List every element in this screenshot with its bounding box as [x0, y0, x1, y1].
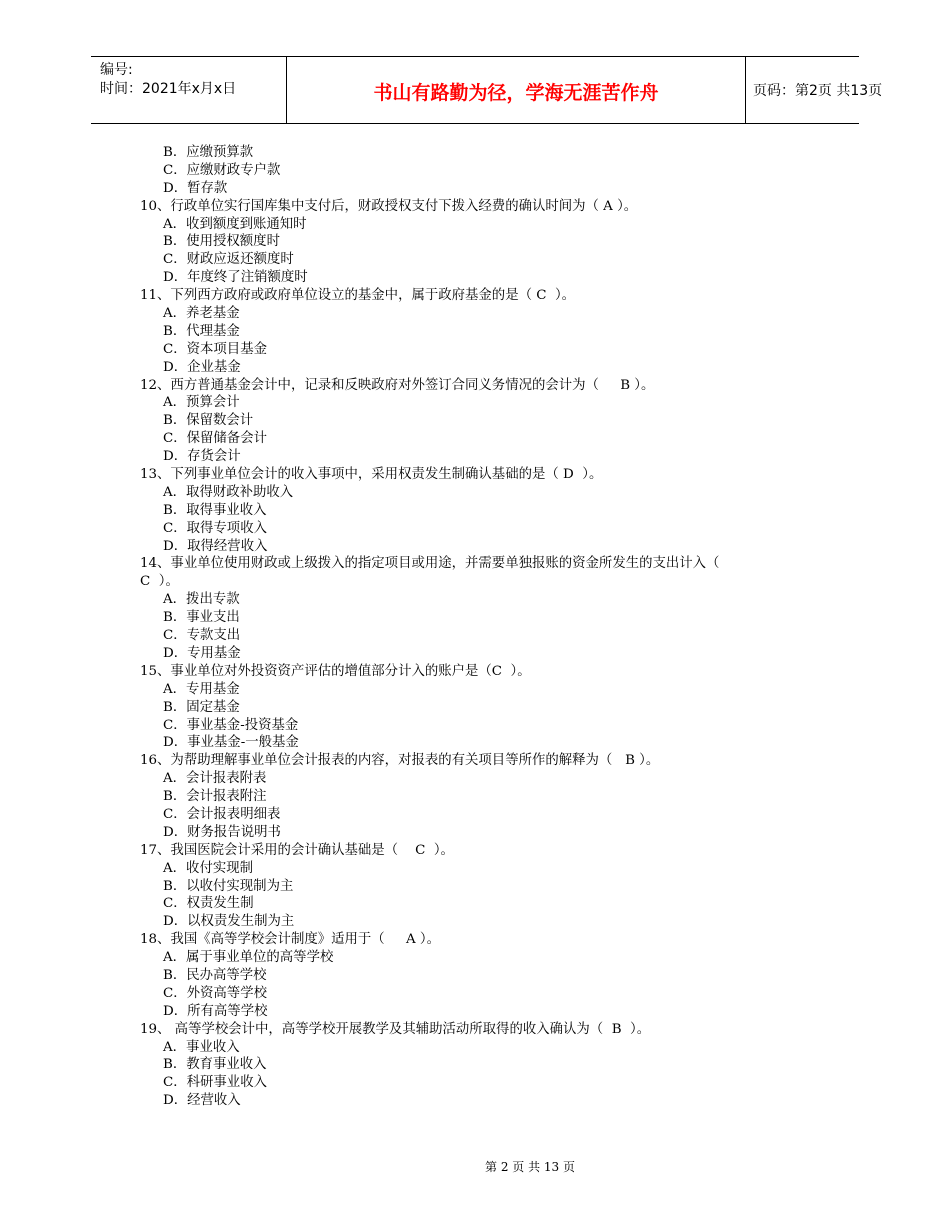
question-text: 17、我国医院会计采用的会计确认基础是（ C ）。 [140, 842, 454, 858]
answer-option: A．收付实现制 [163, 860, 254, 876]
answer-option: B．以收付实现制为主 [163, 878, 294, 894]
answer-option: D．所有高等学校 [163, 1003, 268, 1019]
answer-option: D．专用基金 [163, 645, 241, 661]
header-motto: 书山有路勤为径，学海无涯苦作舟 [373, 82, 659, 104]
answer-option: C．财政应返还额度时 [163, 252, 294, 268]
answer-option: A．取得财政补助收入 [163, 484, 294, 500]
question-text: 15、事业单位对外投资资产评估的增值部分计入的账户是（C ）。 [140, 663, 531, 679]
answer-option: C．会计报表明细表 [163, 806, 281, 822]
answer-option: A．拨出专款 [163, 592, 240, 608]
answer-option: C．应缴财政专户款 [163, 162, 281, 178]
question-text: C ）。 [140, 574, 179, 590]
answer-option: A．事业收入 [163, 1039, 240, 1055]
document-time-label: 时间：2021年x月x日 [100, 81, 237, 97]
question-list [140, 144, 820, 1110]
question-text: 16、为帮助理解事业单位会计报表的内容，对报表的有关项目等所作的解释为（ B ）。 [140, 753, 660, 769]
answer-option: D．存货会计 [163, 449, 241, 465]
answer-option: B．教育事业收入 [163, 1057, 267, 1073]
answer-option: C．资本项目基金 [163, 341, 267, 357]
answer-option: A．收到额度到账通知时 [163, 216, 307, 232]
answer-option: C．权责发生制 [163, 896, 254, 912]
header-motto-cell [286, 57, 746, 123]
answer-option: B．代理基金 [163, 323, 240, 339]
question-text: 13、下列事业单位会计的收入事项中，采用权责发生制确认基础的是（ D ）。 [140, 467, 603, 483]
answer-option: D．年度终了注销额度时 [163, 270, 308, 286]
answer-option: C．事业基金-投资基金 [163, 717, 299, 733]
answer-option: D．事业基金-一般基金 [163, 735, 299, 751]
answer-option: C．保留储备会计 [163, 431, 267, 447]
question-text: 14、事业单位使用财政或上级拨入的指定项目或用途，并需要单独报账的资金所发生的支出计入（ [140, 556, 720, 572]
answer-option: D．经营收入 [163, 1093, 241, 1109]
answer-option: C．专款支出 [163, 628, 241, 644]
answer-option: D．暂存款 [163, 180, 228, 196]
answer-option: D．取得经营收入 [163, 538, 268, 554]
question-text: 11、下列西方政府或政府单位设立的基金中，属于政府基金的是（ C ）。 [140, 288, 576, 304]
answer-option: B．应缴预算款 [163, 145, 254, 160]
answer-option: D．企业基金 [163, 359, 241, 375]
header-page-info: 页码：第2页 共13页 [753, 83, 883, 99]
document-number-label: 编号: [100, 62, 133, 78]
answer-option: B．取得事业收入 [163, 502, 267, 518]
answer-option: D．以权责发生制为主 [163, 914, 295, 930]
page-footer: 第 2 页 共 13 页 [485, 1160, 575, 1174]
answer-option: A．专用基金 [163, 681, 240, 697]
header-left-cell [91, 57, 286, 123]
answer-option: B．保留数会计 [163, 413, 254, 429]
question-text: 19、 高等学校会计中，高等学校开展教学及其辅助活动所取得的收入确认为（ B ）。 [140, 1021, 651, 1037]
answer-option: C．科研事业收入 [163, 1075, 267, 1091]
answer-option: D．财务报告说明书 [163, 824, 281, 840]
header-right-cell [745, 57, 883, 123]
question-text: 12、西方普通基金会计中，记录和反映政府对外签订合同义务情况的会计为（ B ）。 [140, 377, 655, 393]
question-text: 10、行政单位实行国库集中支付后，财政授权支付下拨入经费的确认时间为（ A ）。 [140, 198, 638, 214]
answer-option: C．取得专项收入 [163, 520, 267, 536]
answer-option: C．外资高等学校 [163, 985, 267, 1001]
question-text: 18、我国《高等学校会计制度》适用于（ A ）。 [140, 932, 440, 948]
answer-option: A．预算会计 [163, 395, 240, 411]
answer-option: B．民办高等学校 [163, 967, 267, 983]
answer-option: B．事业支出 [163, 610, 240, 626]
answer-option: A．养老基金 [163, 306, 240, 322]
answer-option: B．使用授权额度时 [163, 234, 280, 250]
answer-option: B．固定基金 [163, 699, 240, 715]
answer-option: A．属于事业单位的高等学校 [163, 950, 334, 966]
answer-option: A．会计报表附表 [163, 771, 267, 787]
answer-option: B．会计报表附注 [163, 789, 267, 805]
page-header [91, 56, 883, 124]
